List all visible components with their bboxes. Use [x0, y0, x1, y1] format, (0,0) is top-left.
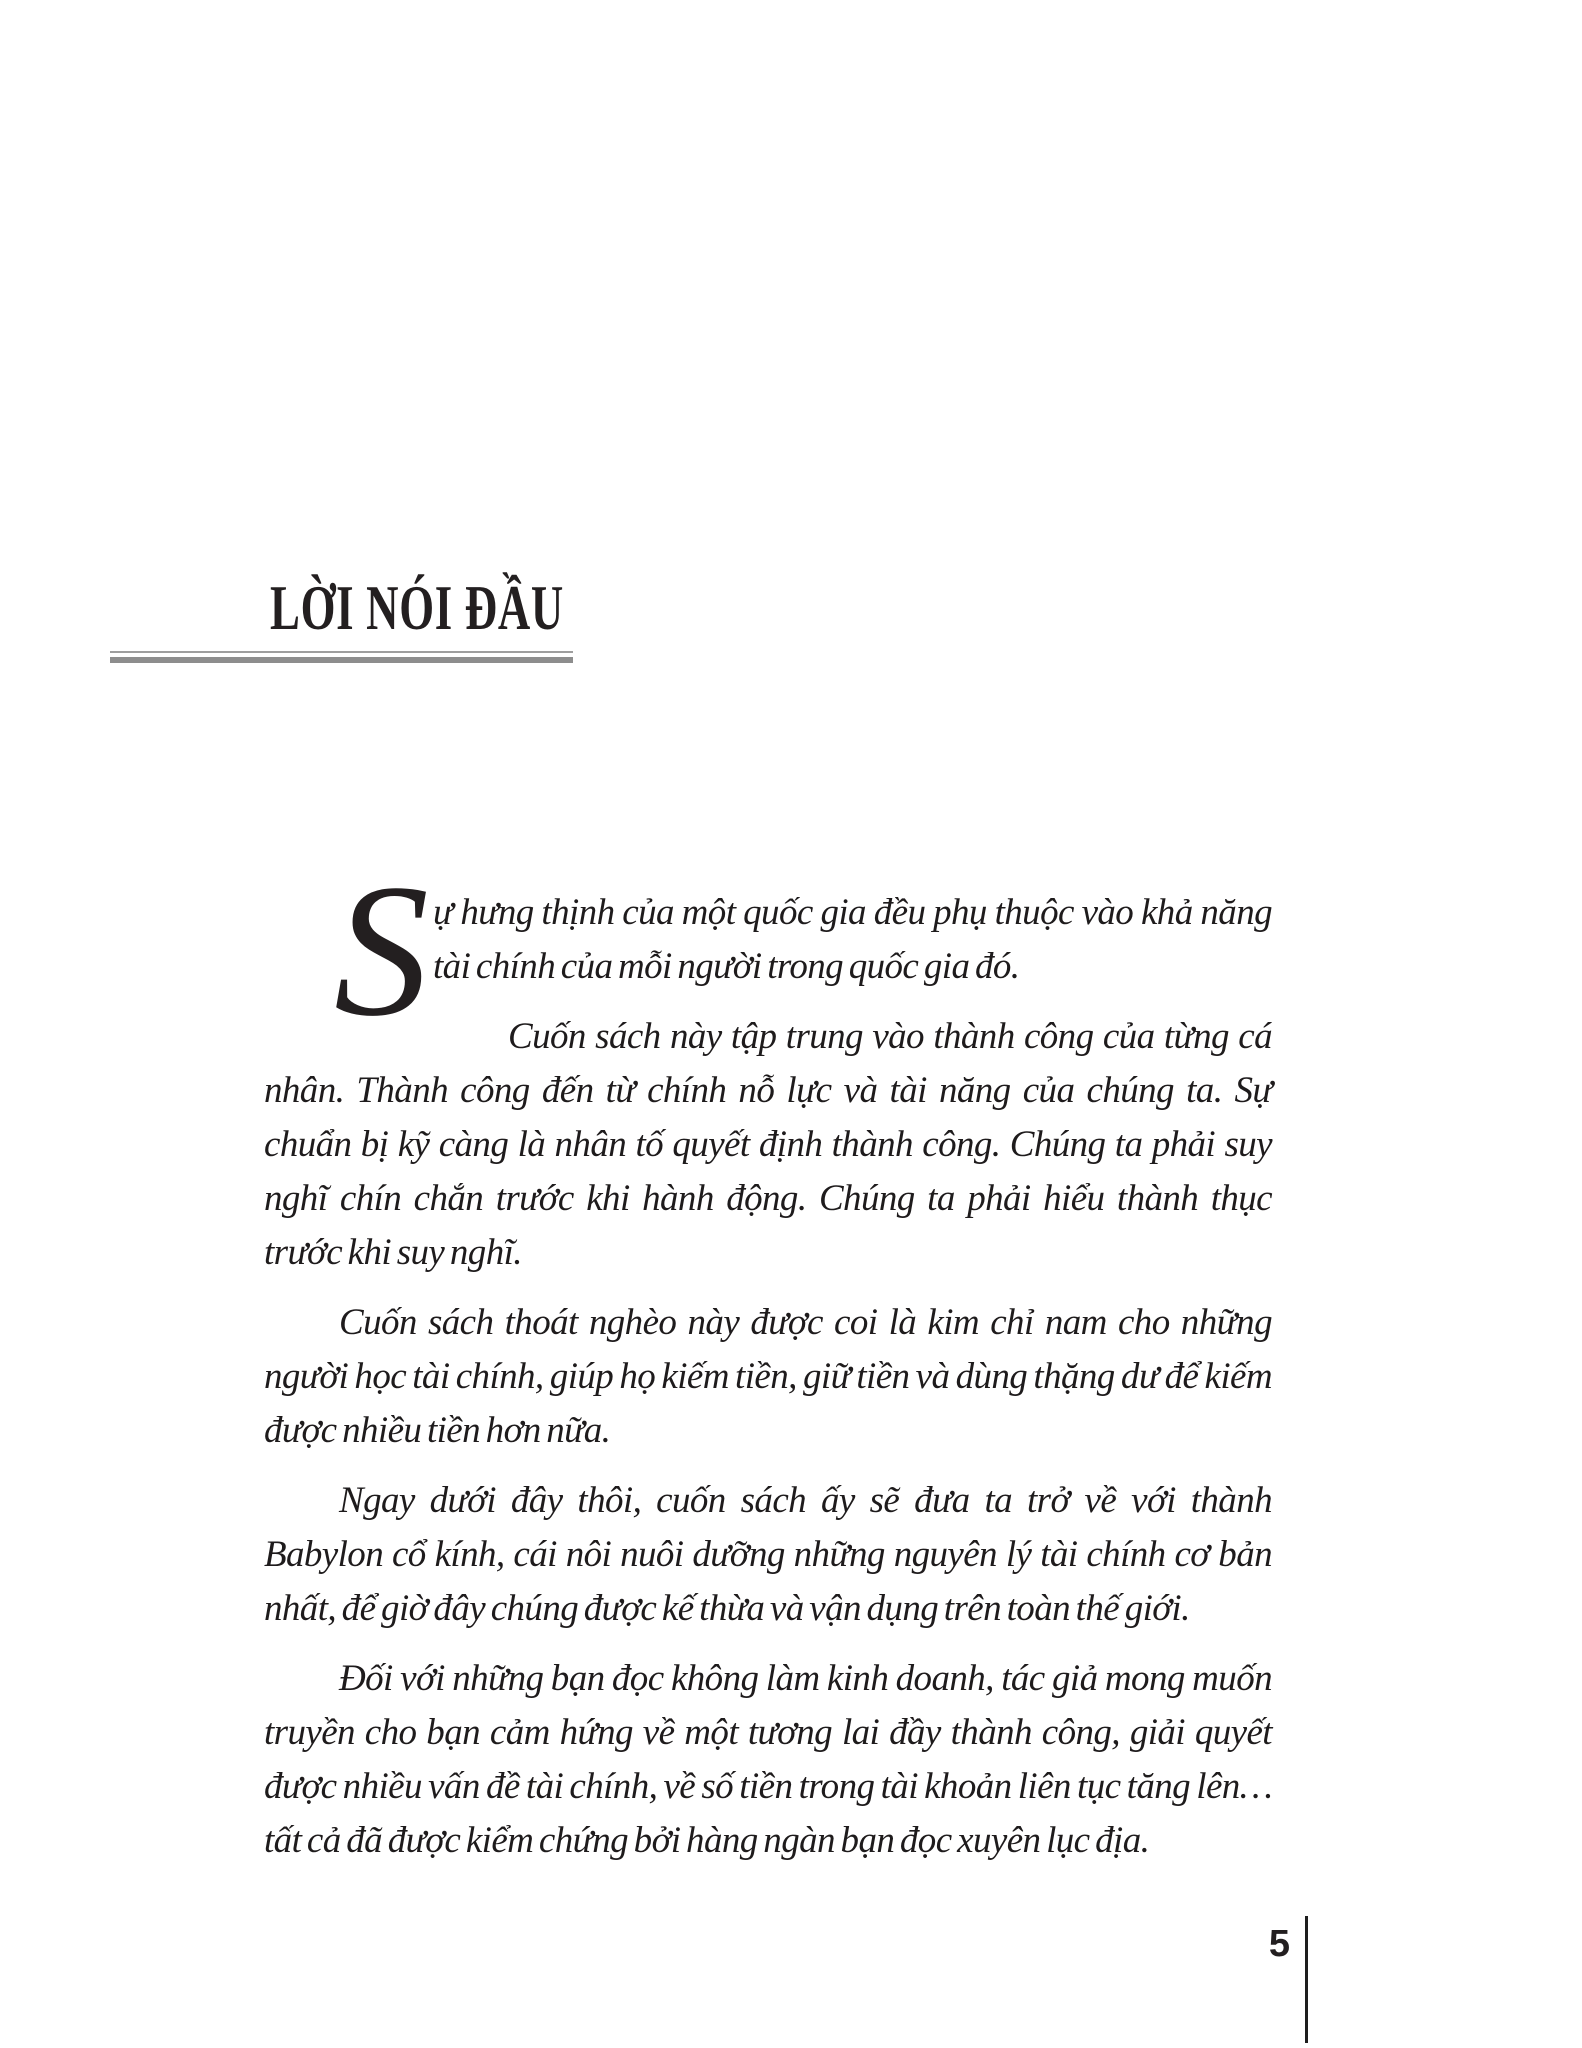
heading-divider: [110, 651, 573, 663]
divider-thin-line: [110, 651, 573, 653]
footer-vertical-rule: [1305, 1916, 1308, 2043]
paragraph: Cuốn sách này tập trung vào thành công của từng cá nhân. Thành công đến từ chính nỗ lực và tài năng của chúng ta. Sự chuẩn bị kỹ càng là nhân tố quyết định thành công. Chúng ta phải suy nghĩ chín chắn trước khi hành động. Chúng ta phải hiểu thành thục trước khi suy nghĩ.: [264, 1016, 1272, 1273]
drop-cap: S: [334, 846, 429, 1056]
paragraph-lead: [264, 846, 1272, 1056]
paragraph-lead-text: ự hưng thịnh của một quốc gia đều phụ thuộc vào khả năng tài chính của mỗi người trong quốc gia đó.: [433, 892, 1272, 987]
paragraph: Ngay dưới đây thôi, cuốn sách ấy sẽ đưa ta trở về với thành Babylon cổ kính, cái nôi nuôi dưỡng những nguyên lý tài chính cơ bản nhất, để giờ đây chúng được kế thừa và vận dụng trên toàn thế giới.: [264, 1480, 1272, 1629]
page-number: 5: [1268, 1923, 1290, 1965]
body-text: [264, 846, 1272, 1868]
divider-thick-line: [110, 657, 573, 663]
paragraph: Cuốn sách thoát nghèo này được coi là kim chỉ nam cho những người học tài chính, giúp họ kiếm tiền, giữ tiền và dùng thặng dư để kiếm được nhiều tiền hơn nữa.: [264, 1302, 1272, 1451]
page-title: LỜI NÓI ĐẦU: [270, 572, 564, 643]
paragraph: Đối với những bạn đọc không làm kinh doanh, tác giả mong muốn truyền cho bạn cảm hứng về một tương lai đầy thành công, giải quyết được nhiều vấn đề tài chính, về số tiền trong tài khoản liên tục tăng lên… tất cả đã được kiểm chứng bởi hàng ngàn bạn đọc xuyên lục địa.: [264, 1658, 1272, 1861]
